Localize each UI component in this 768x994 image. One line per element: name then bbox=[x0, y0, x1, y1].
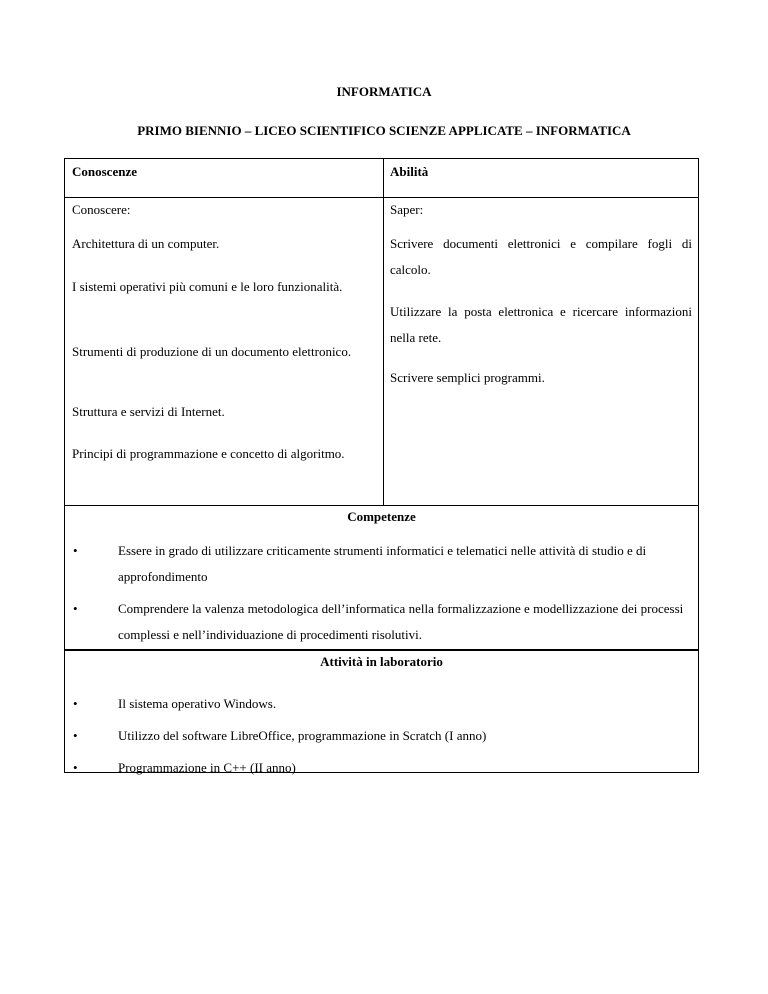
laboratorio-item: • Programmazione in C++ (II anno) bbox=[73, 755, 693, 781]
conoscenze-item: Principi di programmazione e concetto di algoritmo. bbox=[72, 446, 345, 461]
laboratorio-list bbox=[73, 691, 693, 781]
abilita-item: Scrivere semplici programmi. bbox=[390, 370, 545, 385]
conoscenze-item: Struttura e servizi di Internet. bbox=[72, 404, 225, 419]
page-subtitle: PRIMO BIENNIO – LICEO SCIENTIFICO SCIENZE APPLICATE – INFORMATICA bbox=[137, 123, 631, 138]
competenze-item: • Comprendere la valenza metodologica dell’informatica nella formalizzazione e modellizzazione dei processi complessi e nell’individuazione di procedimenti risolutivi. bbox=[73, 596, 693, 648]
abilita-item: Scrivere documenti elettronici e compilare fogli di calcolo. bbox=[390, 236, 692, 277]
abilita-header-cell bbox=[383, 158, 699, 198]
conoscenze-item: I sistemi operativi più comuni e le loro funzionalità. bbox=[72, 279, 343, 294]
conoscenze-item: Architettura di un computer. bbox=[72, 236, 220, 251]
conoscenze-item: Conoscere: bbox=[72, 202, 131, 217]
competenze-list bbox=[73, 538, 693, 648]
competenze-item: • Essere in grado di utilizzare criticamente strumenti informatici e telematici nelle attività di studio e di approfondimento bbox=[73, 538, 693, 590]
abilita-heading: Abilità bbox=[390, 164, 429, 179]
competenze-heading: Competenze bbox=[347, 509, 416, 524]
laboratorio-heading: Attività in laboratorio bbox=[320, 654, 443, 669]
abilita-item: Utilizzare la posta elettronica e ricercare informazioni nella rete. bbox=[390, 304, 692, 345]
conoscenze-item: Strumenti di produzione di un documento elettronico. bbox=[72, 344, 352, 359]
page-title: INFORMATICA bbox=[336, 84, 432, 99]
conoscenze-heading: Conoscenze bbox=[72, 164, 137, 179]
laboratorio-item: • Utilizzo del software LibreOffice, programmazione in Scratch (I anno) bbox=[73, 723, 693, 749]
laboratorio-item: • Il sistema operativo Windows. bbox=[73, 691, 693, 717]
abilita-item: Saper: bbox=[390, 202, 424, 217]
